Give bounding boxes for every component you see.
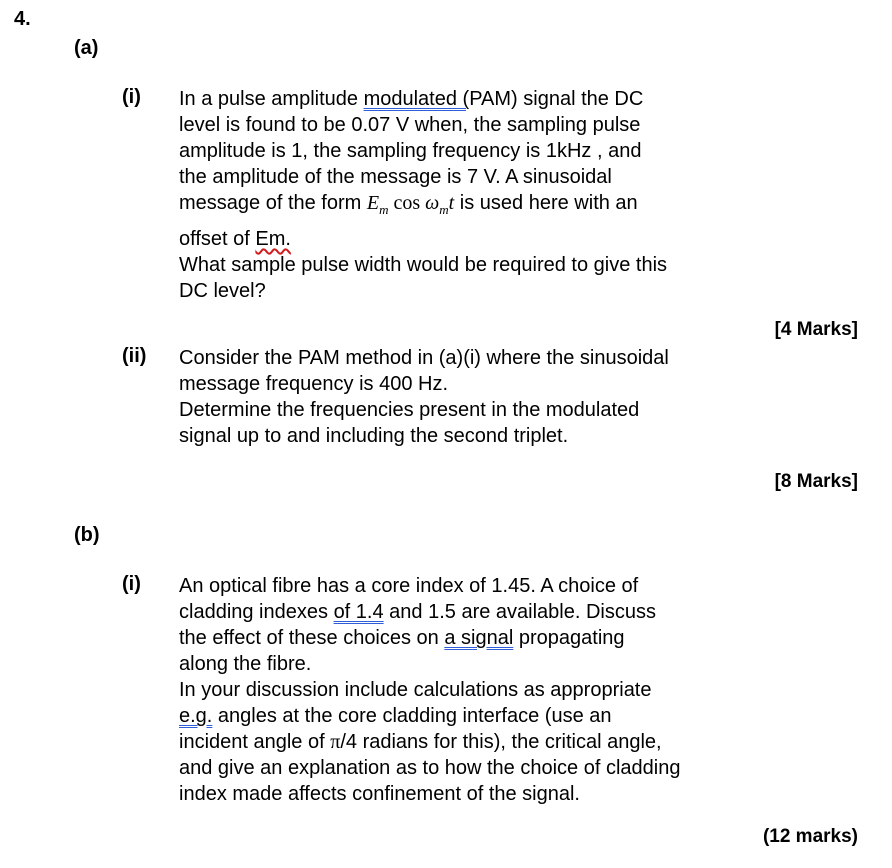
part-b-i-line-9: index made affects confinement of the signal. (179, 783, 580, 805)
grammar-underline: a signal (444, 627, 514, 649)
part-a-ii-line-4: signal up to and including the second triplet. (179, 425, 569, 447)
part-a-i-line-6: offset of Em. (179, 228, 291, 250)
marks-a-ii: [8 Marks] (774, 471, 858, 492)
part-a-label: (a) (74, 37, 99, 59)
part-a-ii-line-2: message frequency is 400 Hz. (179, 373, 449, 395)
part-b-i-line-6: e.g. angles at the core cladding interface (use an (179, 705, 612, 727)
part-b-i-line-1: An optical fibre has a core index of 1.45. A choice of (179, 575, 639, 597)
part-b-i-line-4: along the fibre. (179, 653, 312, 675)
part-a-i-line-3: amplitude is 1, the sampling frequency is 1kHz , and (179, 140, 642, 162)
question-number: 4. (14, 8, 31, 30)
part-a-ii-line-3: Determine the frequencies present in the modulated (179, 399, 640, 421)
grammar-underline: modulated ( (363, 88, 470, 110)
marks-a-i: [4 Marks] (774, 319, 858, 340)
part-b-i-line-3: the effect of these choices on a signal propagating (179, 627, 625, 649)
part-b-i-label: (i) (122, 573, 141, 595)
spelling-underline: Em. (255, 228, 291, 250)
part-a-ii-line-1: Consider the PAM method in (a)(i) where the sinusoidal (179, 347, 669, 369)
part-a-i-line-1: In a pulse amplitude modulated (PAM) signal the DC (179, 88, 644, 110)
part-a-ii-text (179, 345, 739, 449)
part-b-i-line-8: and give an explanation as to how the choice of cladding (179, 757, 681, 779)
grammar-underline: e.g. (179, 705, 213, 727)
part-b-label: (b) (74, 524, 100, 546)
part-b-i-text (179, 573, 739, 807)
part-a-i-line-7: What sample pulse width would be required to give this (179, 254, 668, 276)
part-a-ii-label: (ii) (122, 345, 147, 367)
part-a-i-line-4: the amplitude of the message is 7 V. A sinusoidal (179, 166, 612, 188)
part-b-i-line-7: incident angle of π/4 radians for this), the critical angle, (179, 731, 662, 753)
pi-symbol: π (330, 731, 341, 753)
part-a-i-text (179, 86, 739, 304)
part-a-i-line-8: DC level? (179, 280, 266, 302)
marks-b-i: (12 marks) (762, 826, 858, 847)
grammar-underline: of 1.4 (333, 601, 384, 623)
part-a-i-line-2: level is found to be 0.07 V when, the sampling pulse (179, 114, 641, 136)
part-b-i-line-5: In your discussion include calculations as appropriate (179, 679, 652, 701)
part-b-i-line-2: cladding indexes of 1.4 and 1.5 are available. Discuss (179, 601, 656, 623)
part-a-i-label: (i) (122, 86, 141, 108)
part-a-i-line-5: message of the form $E_m$ $\cos \omega_mt$ is used here with an (179, 192, 638, 217)
math-expression: $E_m$ $\cos \omega_mt$ (366, 192, 455, 217)
